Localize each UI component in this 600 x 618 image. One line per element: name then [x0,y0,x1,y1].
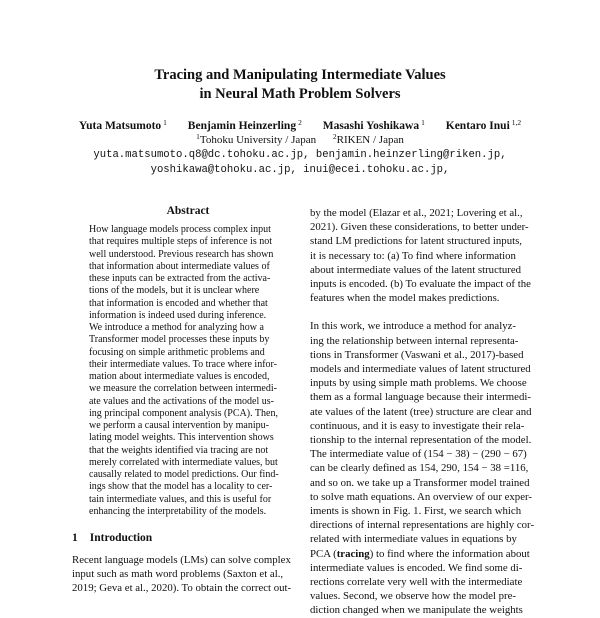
right-column [310,206,534,618]
text-line: tain intermediate values, and this is useful for [89,493,272,505]
right-paragraph-2 [310,319,534,617]
text-line: well understood. Previous research has shown [89,248,274,260]
text-line: mation about intermediate values is encoded, [89,371,270,382]
section-heading [72,532,152,544]
text-line: values. Second, we observe how the model pre- [310,590,516,603]
text-line: that information about intermediate values of [89,260,270,272]
title-line: Tracing and Manipulating Intermediate Values [154,67,446,83]
text-line: ings show that the model has a locality to cer- [89,481,273,493]
author: Kentaro Inui $^{1,2}$ [445,118,522,132]
text-line: merely correlated with intermediate values, but [89,456,278,468]
text-line: 2019; Geva et al., 2020). To obtain the correct out- [72,582,292,595]
text-line: their intermediate values. To trace where infor- [89,358,277,370]
text-line: ate values and the activations of the model us- [89,395,274,407]
abstract-text [89,224,279,518]
text-line: ing the relationship between internal representa- [310,334,519,347]
affiliation: $^1$Tohoku University / Japan [196,132,317,146]
author: Benjamin Heinzerling $^2$ [187,118,302,132]
text-line: about intermediate values of the latent structured [310,263,522,276]
text-line: iments is shown in Fig. 1. First, we search which [310,505,522,518]
text-line: features when the model makes predictions. [310,292,500,305]
text-line: ing principal component analysis (PCA). Then, [89,407,278,419]
text-line: How language models process complex input [89,224,271,235]
text-line: and so on. we take up a Transformer model trained [310,476,530,489]
text-line: directions of internal representations are highly cor- [310,519,535,532]
author-list [0,118,600,132]
text-line: that information is encoded and whether that [89,297,268,309]
text-line: inputs is encoded. (b) To evaluate the impact of the [310,278,531,291]
text-line: that requires multiple steps of inference is not [89,236,273,248]
text-line: stand LM predictions for latent structured inputs, [310,235,522,248]
text-line: related with intermediate values in equations by [310,533,517,546]
text-line: them as a formal language because their intermedi- [310,391,531,404]
text-line: tions of the models, but it is unclear where [89,285,260,297]
text-line: causally related to model predictions. Our find- [89,469,279,480]
title-line: in Neural Math Problem Solvers [199,86,401,102]
text-line: input such as math word problems (Saxton et al., [72,568,284,581]
right-paragraph-1 [310,206,534,305]
text-line: The intermediate value of (154 − 38) − (290 − 67) [310,448,527,461]
author: Masashi Yoshikawa $^1$ [322,118,425,132]
text-line: to solve math equations. An overview of our exper- [310,490,532,503]
section-number: 1 [72,532,78,544]
text-line: these inputs can be extracted from the activa- [89,273,271,284]
email-line: yuta.matsumoto.q8@dc.tohoku.ac.jp, benjamin.heinzerling@riken.jp, [93,149,507,161]
section-title: Introduction [89,532,153,544]
text-line: PCA (tracing) to find where the information about [310,547,530,560]
text-line: tionship to the internal representation of the model. [310,434,532,447]
text-line: tions in Transformer (Vaswani et al., 2017)-based [310,348,524,361]
abstract-heading: Abstract [166,205,210,217]
email-line: yoshikawa@tohoku.ac.jp, inui@ecei.tohoku.ac.jp, [150,164,450,176]
text-line: by the model (Elazar et al., 2021; Lovering et al., [310,207,523,219]
text-line: we perform a causal intervention by manipu- [89,420,269,431]
text-line: it is necessary to: (a) To find where information [310,249,516,262]
text-line: that the weights identified via tracing are not [89,444,269,456]
text-line: diction changed when we manipulate the weights [310,604,523,617]
affiliations [0,132,600,146]
text-line: focusing on simple arithmetic problems and [89,346,265,358]
text-line: models and intermediate values of latent structured [310,363,531,376]
text-line: rections correlate very well with the intermediate [310,576,523,589]
author: Yuta Matsumoto $^1$ [78,118,167,132]
text-line: we measure the correlation between intermedi- [89,383,277,395]
text-line: can be clearly defined as 154, 290, 154 − 38 =116, [310,462,529,475]
text-line: ate values of the latent (tree) structure are clear and [310,405,532,418]
text-line: We introduce a method for analyzing how a [89,322,264,333]
text-line: enhancing the interpretability of the models. [89,505,267,517]
text-line: lating model weights. This intervention shows [89,432,274,444]
text-line: Transformer model processes these inputs by [89,334,270,346]
text-line: continuous, and it is easy to investigate their rela- [310,419,525,432]
text-line: information is indeed used during inference. [89,309,267,321]
paper-title [0,66,600,104]
text-line: intermediate values is encoded. We find some di- [310,561,523,574]
text-line: 2021). Given these considerations, to better under- [310,221,529,234]
affiliation: $^2$RIKEN / Japan [332,132,404,146]
intro-text [72,553,291,596]
text-line: Recent language models (LMs) can solve complex [72,554,291,566]
text-line: inputs by using simple math problems. We choose [310,377,527,390]
text-line: In this work, we introduce a method for analyz- [310,320,516,333]
email-block [0,148,600,178]
